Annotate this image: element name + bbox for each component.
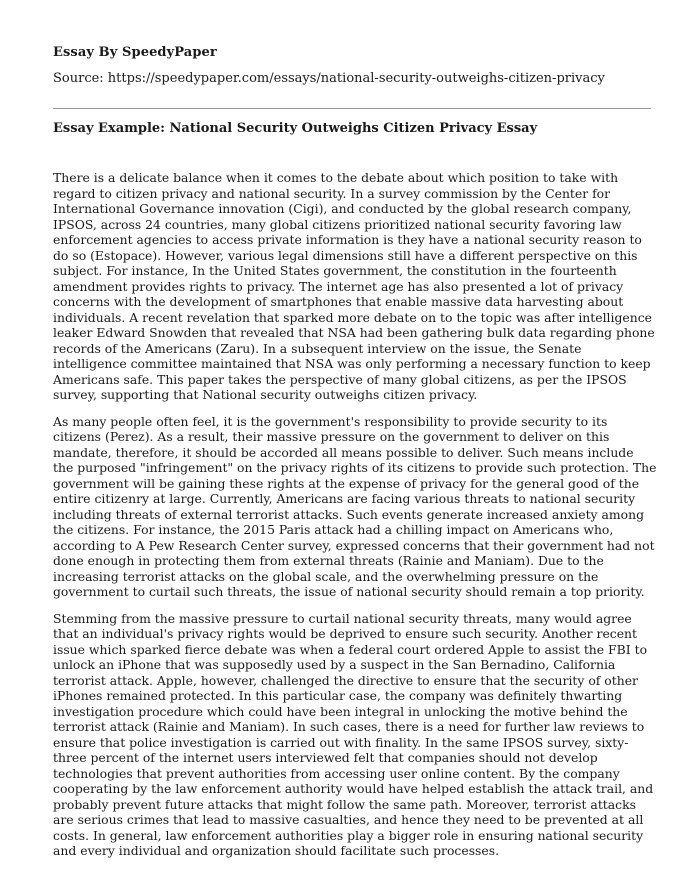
essay-title: Essay Example: National Security Outweighs Citizen Privacy Essay — [53, 121, 538, 136]
essay-body — [53, 170, 657, 870]
source-line: Source: https://speedypaper.com/essays/national-security-outweighs-citizen-privacy — [53, 71, 605, 86]
essay-paragraph-2: As many people often feel, it is the government's responsibility to provide security to its citizens (Perez). As a result, their massive pressure on the government to deliver on this mandate, therefore, it should be accorded all means possible to deliver. Such means include the purposed "infringement" on the privacy rights of its citizens to provide such protection. The government will be gaining these rights at the expense of privacy for the general good of the entire citizenry at large. Currently, Americans are facing various threats to national security including threats of external terrorist attacks. Such events generate increased anxiety among the citizens. For instance, the 2015 Paris attack had a chilling impact on Americans who, according to A Pew Research Center survey, expressed concerns that their government had not done enough in protecting them from external threats (Rainie and Maniam). Due to the increasing terrorist attacks on the global scale, and the overwhelming pressure on the government to curtail such threats, the issue of national security should remain a top priority. — [53, 413, 657, 599]
brand-heading: Essay By SpeedyPaper — [53, 45, 217, 60]
essay-paragraph-1: There is a delicate balance when it comes to the debate about which position to take with regard to citizen privacy and national security. In a survey commission by the Center for International Governance innovation (Cigi), and conducted by the global research company, IPSOS, across 24 countries, many global citizens prioritized national security favoring law enforcement agencies to access private information is they have a national security reason to do so (Estopace). However, various legal dimensions still have a different perspective on this subject. For instance, In the United States government, the constitution in the fourteenth amendment provides rights to privacy. The internet age has also presented a lot of privacy concerns with the development of smartphones that enable massive data harvesting about individuals. A recent revelation that sparked more debate on to the topic was after intelligence leaker Edward Snowden that revealed that NSA had been gathering bulk data regarding phone records of the Americans (Zaru). In a subsequent interview on the issue, the Senate intelligence committee maintained that NSA was only performing a necessary function to keep Americans safe. This paper takes the perspective of many global citizens, as per the IPSOS survey, supporting that National security outweighs citizen privacy. — [53, 170, 655, 402]
header-divider — [53, 108, 651, 109]
essay-paragraph-3: Stemming from the massive pressure to curtail national security threats, many would agree that an individual's privacy rights would be deprived to ensure such security. Another recent issue which sparked fierce debate was when a federal court ordered Apple to assist the FBI to unlock an iPhone that was supposedly used by a suspect in the San Bernadino, California terrorist attack. Apple, however, challenged the directive to ensure that the security of other iPhones remained protected. In this particular case, the company was definitely thwarting investigation procedure which could have been integral in unlocking the motive behind the terrorist attack (Rainie and Maniam). In such cases, there is a need for further law reviews to ensure that police investigation is carried out with finality. In the same IPSOS survey, sixty-three percent of the internet users interviewed felt that companies should not develop technologies that prevent authorities from accessing user online content. By the company cooperating by the law enforcement authority would have helped establish the attack trail, and probably prevent future attacks that might follow the same path. Moreover, terrorist attacks are serious crimes that lead to massive casualties, and hence they need to be prevented at all costs. In general, law enforcement authorities play a bigger role in ensuring national security and every individual and organization should facilitate such processes. — [53, 610, 654, 858]
